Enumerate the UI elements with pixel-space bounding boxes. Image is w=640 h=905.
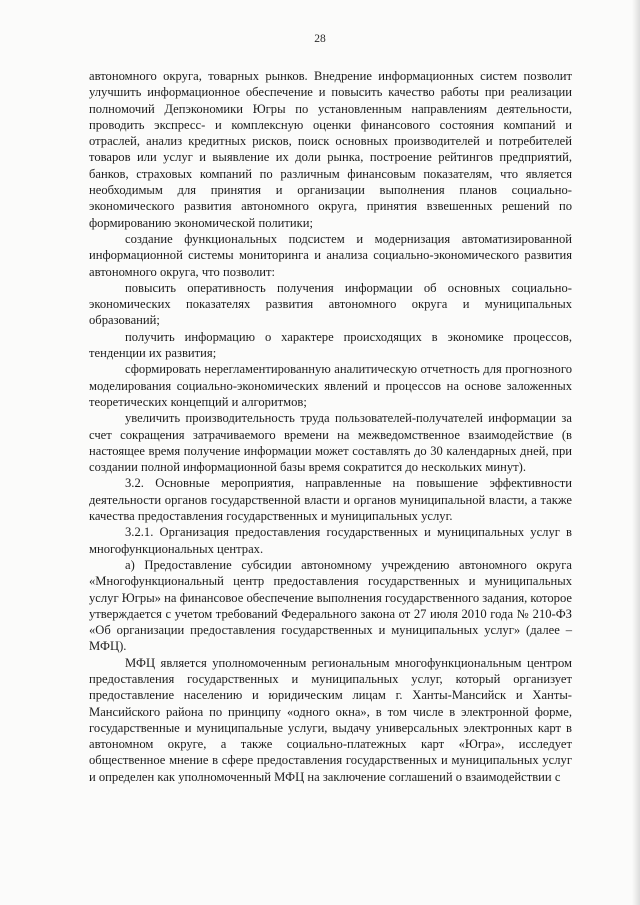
section-heading-3-2-1: 3.2.1. Организация предоставления государственных и муниципальных услуг в многофункциональных центрах. (89, 525, 572, 556)
paragraph-list-item-reporting: сформировать нерегламентированную аналитическую отчетность для прогнозного моделирования социально-экономических явлений и процессов на основе заложенных теоретических концепций и алгоритмов; (89, 362, 572, 409)
page-edge-shadow (632, 0, 640, 905)
paragraph-list-item-productivity: увеличить производительность труда пользователей-получателей информации за счет сокращения затрачиваемого времени на межведомственное взаимодействие (в настоящее время получение информации может составлять до 30 календарных дней, при создании полной информационной базы время сократится до нескольких минут). (89, 411, 572, 475)
paragraph-continuation: автономного округа, товарных рынков. Внедрение информационных систем позволит улучшить информационное обеспечение и повысить качество работы при реализации полномочий Депэкономики Югры по установленным направлениям деятельности, проводить экспресс- и комплексную оценки финансового состояния компаний и отраслей, анализ кредитных рисков, поиск основных производителей и потребителей товаров или услуг и выявление их доли рынка, построение рейтингов предприятий, банков, страховых компаний по различным финансовым показателям, что является необходимым для принятия и организации выполнения планов социально-экономического развития автономного округа, принятия взвешенных решений по формированию экономической политики; (89, 69, 572, 230)
paragraph-list-item-efficiency: повысить оперативность получения информации об основных социально-экономических показателях развития автономного округа и муниципальных образований; (89, 280, 572, 328)
paragraph-mfc: МФЦ является уполномоченным региональным многофункциональным центром предоставления государственных и муниципальных услуг, который организует предоставление населению и юридическим лицам г. Ханты-Мансийск и Ханты-Мансийского района по принципу «одного окна», в том числе в электронной форме, государственные и муниципальные услуги, выдачу универсальных электронных карт в автономном округе, а также социально-платежных карт «Югра», исследует общественное мнение в сфере предоставления государственных и муниципальных услуг и определен как уполномоченный МФЦ на заключение соглашений о взаимодействии с (89, 655, 572, 784)
section-heading-3-2: 3.2. Основные мероприятия, направленные на повышение эффективности деятельности органов государственной власти и органов муниципальной власти, а также качества предоставления государственных и муниципальных услуг. (89, 476, 572, 524)
paragraph-list-item-information: получить информацию о характере происходящих в экономике процессов, тенденции их развития; (89, 329, 572, 361)
page-number: 28 (314, 33, 326, 45)
paragraph-subsystems: создание функциональных подсистем и модернизация автоматизированной информационной системы мониторинга и анализа социально-экономического развития автономного округа, что позволит: (89, 231, 572, 279)
paragraph-subsidy: а) Предоставление субсидии автономному учреждению автономного округа «Многофункциональный центр предоставления государственных и муниципальных услуг Югры» на финансовое обеспечение выполнения государственного задания, которое утверждается с учетом требований Федерального закона от 27 июля 2010 года № 210-ФЗ «Об организации предоставления государственных и муниципальных услуг» (далее – МФЦ). (89, 557, 573, 654)
document-body (89, 68, 572, 785)
